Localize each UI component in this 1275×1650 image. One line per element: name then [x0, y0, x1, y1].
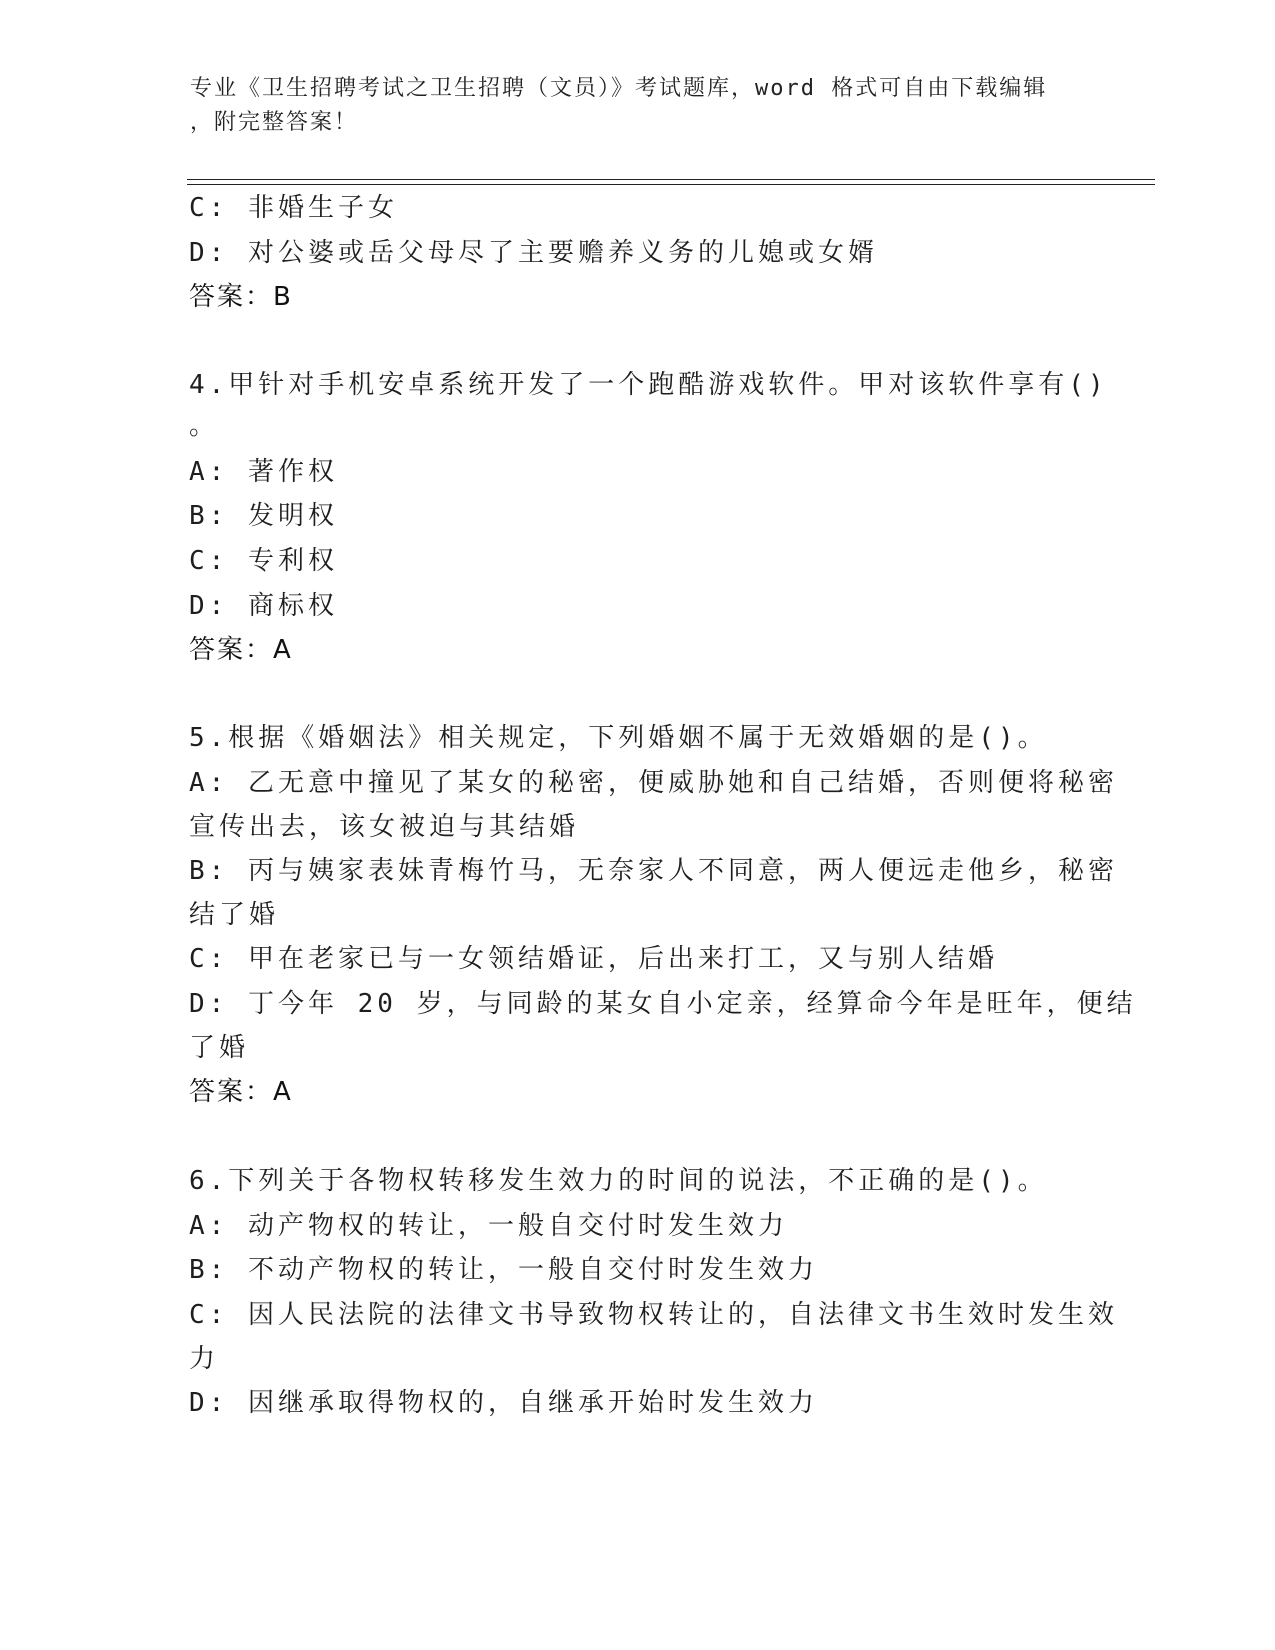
q6-option-d: D: 因继承取得物权的，自继承开始时发生效力 — [189, 1388, 818, 1418]
q5-option-d-line-2: 了婚 — [189, 1033, 250, 1063]
header-rule-top — [187, 179, 1155, 180]
q6-stem: 6.下列关于各物权转移发生效力的时间的说法，不正确的是()。 — [189, 1166, 1048, 1196]
q6-option-c-line-1: C: 因人民法院的法律文书导致物权转让的，自法律文书生效时发生效 — [189, 1300, 1118, 1330]
q5-option-a-line-2: 宣传出去，该女被迫与其结婚 — [189, 812, 580, 842]
document-header — [190, 72, 1080, 140]
q4-option-d: D: 商标权 — [189, 591, 338, 621]
q6-option-b: B: 不动产物权的转让，一般自交付时发生效力 — [189, 1255, 818, 1285]
q5-option-c: C: 甲在老家已与一女领结婚证，后出来打工，又与别人结婚 — [189, 944, 998, 974]
q5-option-a-line-1: A: 乙无意中撞见了某女的秘密，便威胁她和自己结婚，否则便将秘密 — [189, 768, 1118, 798]
q5-option-b-line-1: B: 丙与姨家表妹青梅竹马，无奈家人不同意，两人便远走他乡，秘密 — [189, 856, 1118, 886]
q4-option-a: A: 著作权 — [189, 457, 338, 487]
prev-option-c: C: 非婚生子女 — [189, 193, 398, 223]
q4-answer: 答案：A — [189, 635, 293, 665]
q6-option-c-line-2: 力 — [189, 1344, 220, 1374]
q5-answer: 答案：A — [189, 1077, 293, 1107]
header-rule-bottom — [187, 184, 1155, 185]
header-line-2: ，附完整答案！ — [190, 110, 359, 135]
q5-stem: 5.根据《婚姻法》相关规定，下列婚姻不属于无效婚姻的是()。 — [189, 723, 1048, 753]
q4-stem-line-2: 。 — [189, 411, 220, 441]
q4-option-c: C: 专利权 — [189, 546, 338, 576]
q5-option-b-line-2: 结了婚 — [189, 900, 280, 930]
q4-stem-line-1: 4.甲针对手机安卓系统开发了一个跑酷游戏软件。甲对该软件享有() — [189, 370, 1108, 400]
prev-option-d: D: 对公婆或岳父母尽了主要赡养义务的儿媳或女婿 — [189, 238, 878, 268]
q5-option-d-line-1: D: 丁今年 20 岁，与同龄的某女自小定亲，经算命今年是旺年，便结 — [189, 989, 1137, 1019]
header-line-1: 专业《卫生招聘考试之卫生招聘（文员）》考试题库，word 格式可自由下载编辑 — [190, 76, 1048, 101]
q4-option-b: B: 发明权 — [189, 501, 338, 531]
prev-answer: 答案：B — [189, 282, 293, 312]
q6-option-a: A: 动产物权的转让，一般自交付时发生效力 — [189, 1211, 788, 1241]
